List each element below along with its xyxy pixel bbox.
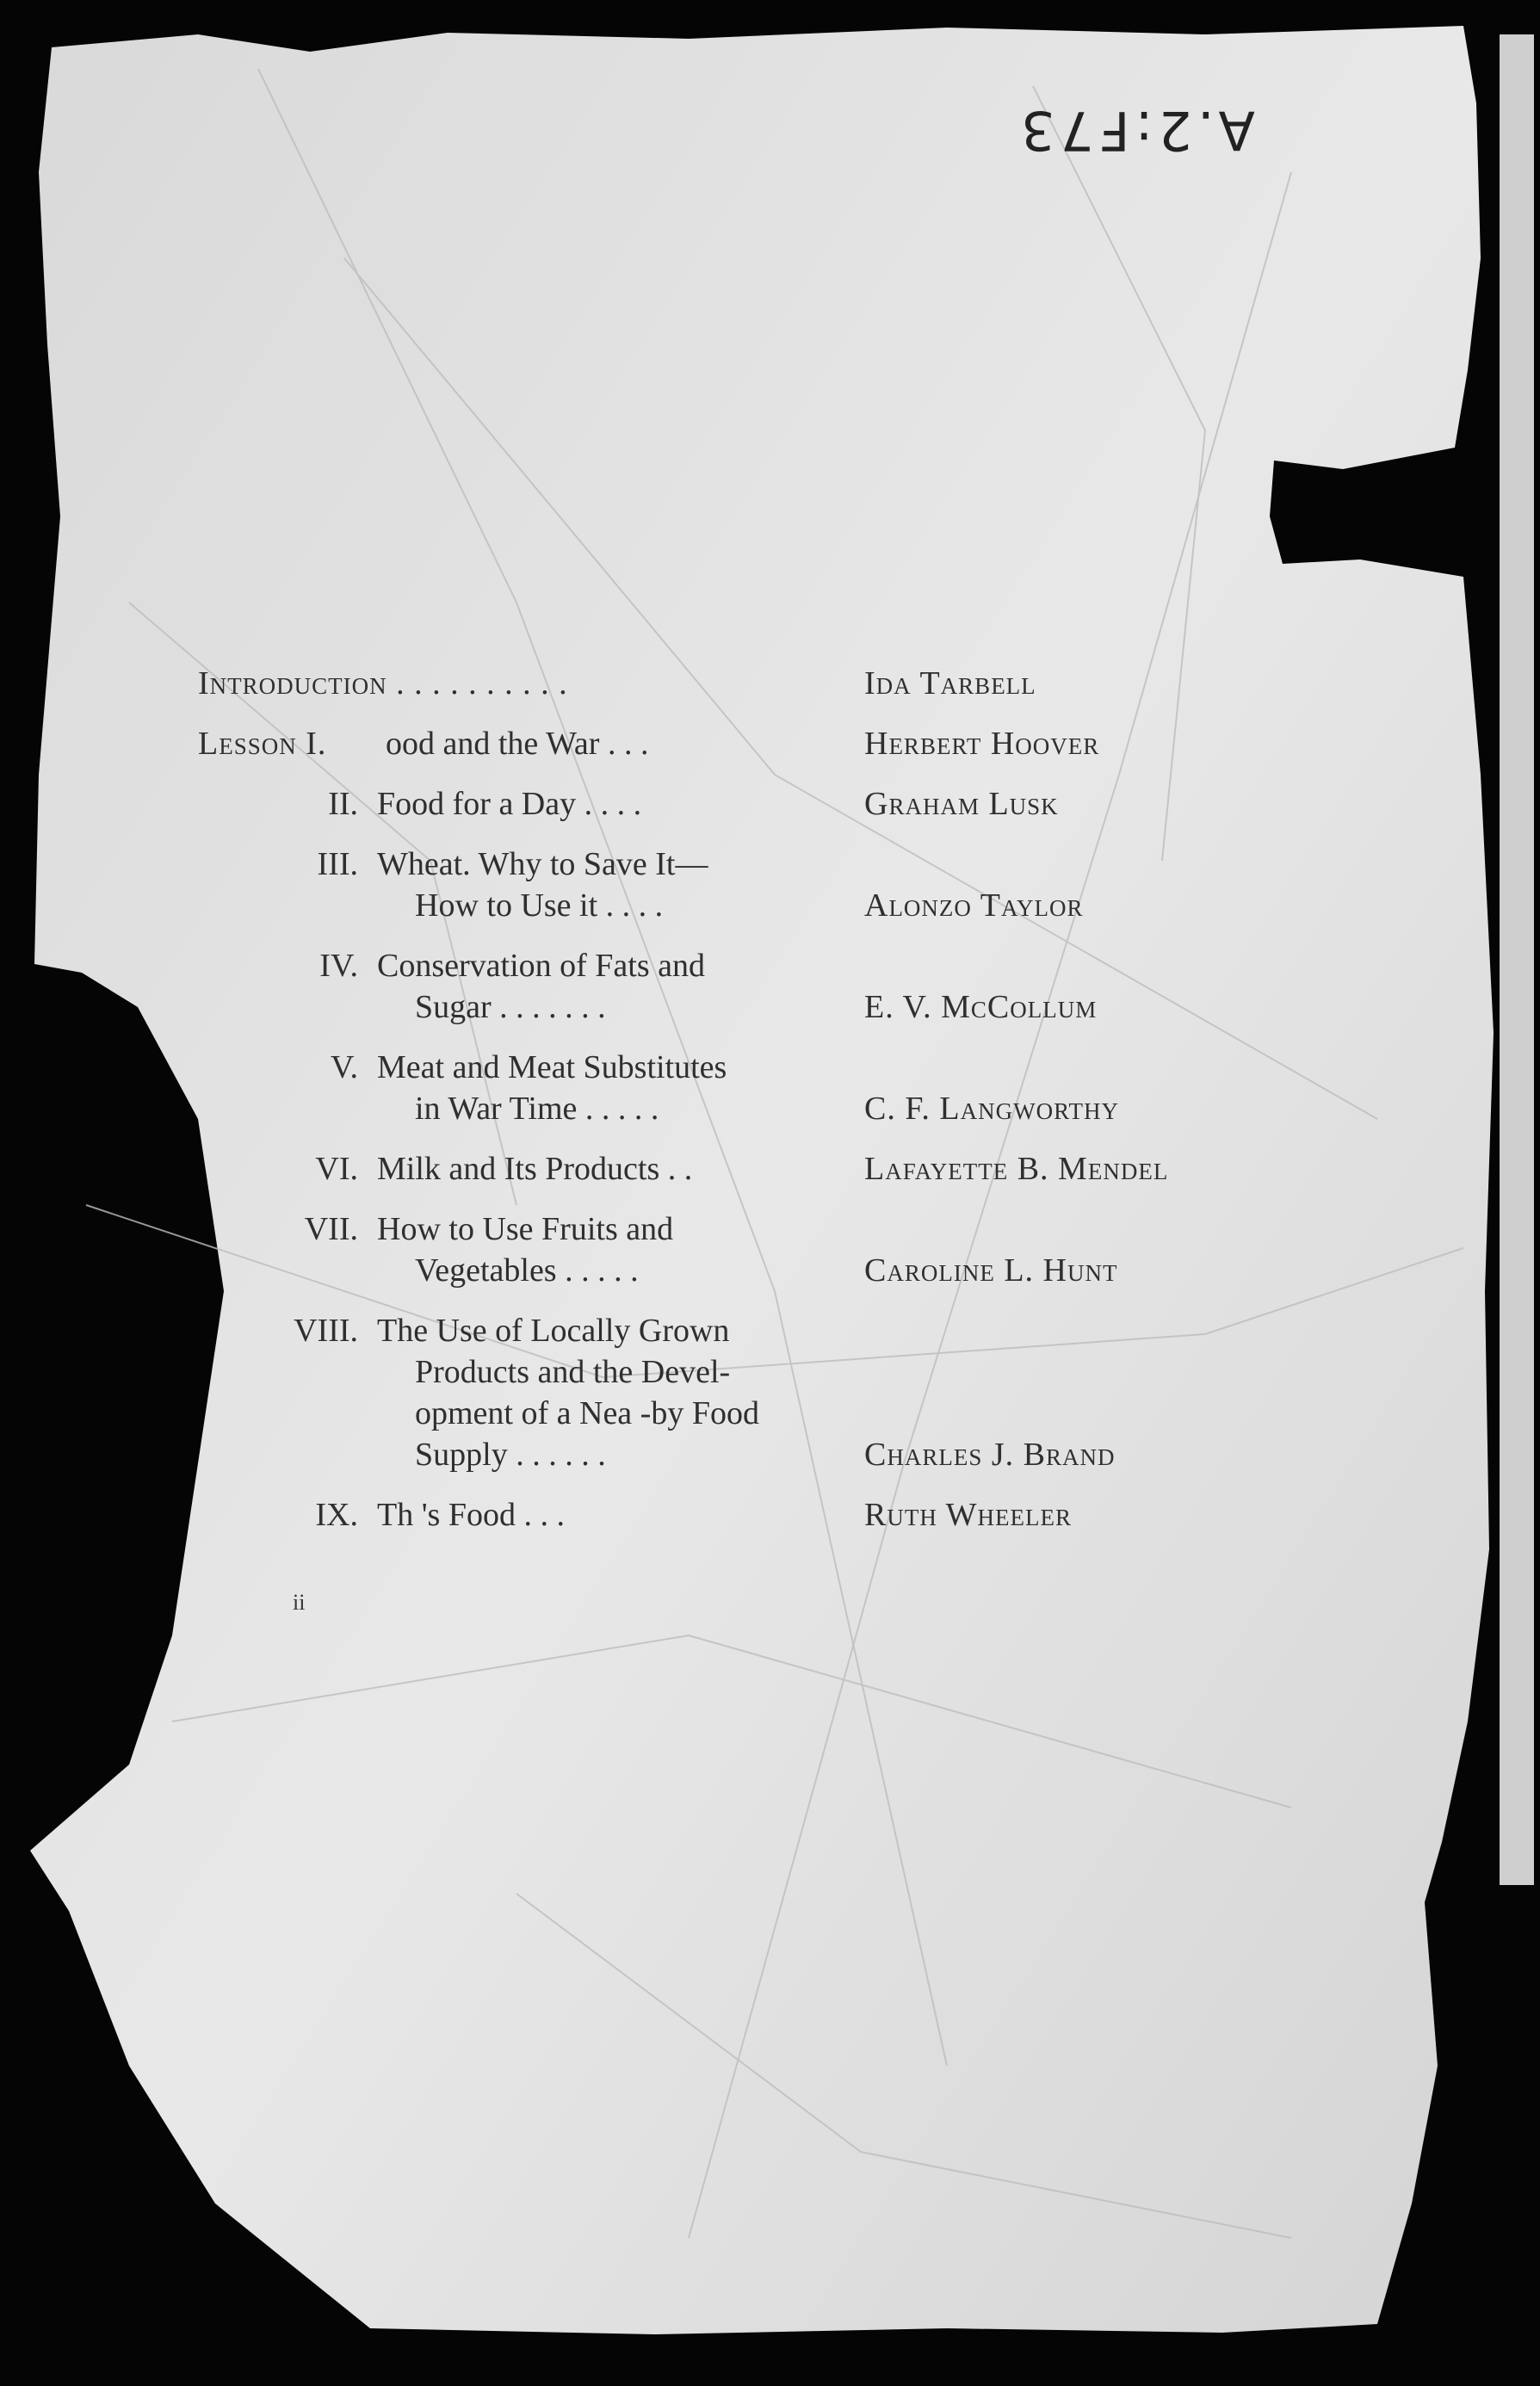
- toc-entry-lesson-2: [198, 783, 1283, 825]
- toc-author: C. F. Langworthy: [864, 1091, 1120, 1127]
- table-of-contents: [198, 663, 1283, 1551]
- toc-lesson-title: Wheat. Why to Save It— How to Use it . . . .: [377, 846, 708, 924]
- toc-lesson-number: III.: [317, 846, 358, 882]
- toc-intro-label: Introduction . . . . . . . . . .: [198, 665, 568, 702]
- toc-lesson-title: Milk and Its Products . .: [377, 1151, 693, 1187]
- toc-entry-lesson-1: [198, 723, 1283, 764]
- toc-author: Ruth Wheeler: [864, 1497, 1072, 1533]
- toc-author: Graham Lusk: [864, 786, 1059, 822]
- toc-lesson-title: How to Use Fruits and Vegetables . . . . .: [377, 1211, 674, 1289]
- toc-lesson-title: Food for a Day . . . .: [377, 786, 642, 822]
- toc-author: Herbert Hoover: [864, 726, 1100, 762]
- toc-entry-lesson-8: [198, 1310, 1283, 1475]
- toc-lesson-number: VI.: [315, 1151, 358, 1187]
- toc-lesson-number: IX.: [315, 1497, 358, 1533]
- toc-author: Lafayette B. Mendel: [864, 1151, 1169, 1187]
- toc-lesson-title: The Use of Locally Grown Products and the Devel- opment of a Nea -by Food Supply . . . . . .: [377, 1313, 759, 1473]
- toc-entry-lesson-4: [198, 945, 1283, 1028]
- page-number: ii: [293, 1590, 306, 1615]
- toc-lesson-title: Meat and Meat Substitutes in War Time . . . . .: [377, 1049, 727, 1127]
- toc-author: Caroline L. Hunt: [864, 1252, 1118, 1289]
- toc-entry-introduction: [198, 663, 1283, 704]
- toc-author: Charles J. Brand: [864, 1437, 1116, 1473]
- toc-lesson-number: V.: [330, 1049, 358, 1085]
- toc-lesson-title: Th 's Food . . .: [377, 1497, 565, 1533]
- toc-lesson-title: ood and the War . . .: [386, 726, 649, 762]
- toc-author: E. V. McCollum: [864, 989, 1098, 1025]
- toc-entry-lesson-9: [198, 1494, 1283, 1536]
- toc-entry-lesson-3: [198, 844, 1283, 926]
- adjacent-page-edge: [1500, 34, 1534, 1885]
- toc-lesson-number: II.: [328, 786, 358, 822]
- toc-lesson-number: VII.: [304, 1211, 358, 1247]
- toc-lesson-number: IV.: [319, 948, 358, 984]
- handwritten-call-number: A.2:F73: [1016, 99, 1255, 162]
- toc-lesson-number: Lesson I.: [198, 726, 327, 762]
- toc-author: Ida Tarbell: [864, 665, 1036, 702]
- toc-author: Alonzo Taylor: [864, 887, 1084, 924]
- toc-entry-lesson-5: [198, 1047, 1283, 1129]
- toc-lesson-title: Conservation of Fats and Sugar . . . . . . .: [377, 948, 706, 1025]
- toc-entry-lesson-6: [198, 1148, 1283, 1190]
- toc-entry-lesson-7: [198, 1208, 1283, 1291]
- toc-lesson-number: VIII.: [294, 1313, 358, 1349]
